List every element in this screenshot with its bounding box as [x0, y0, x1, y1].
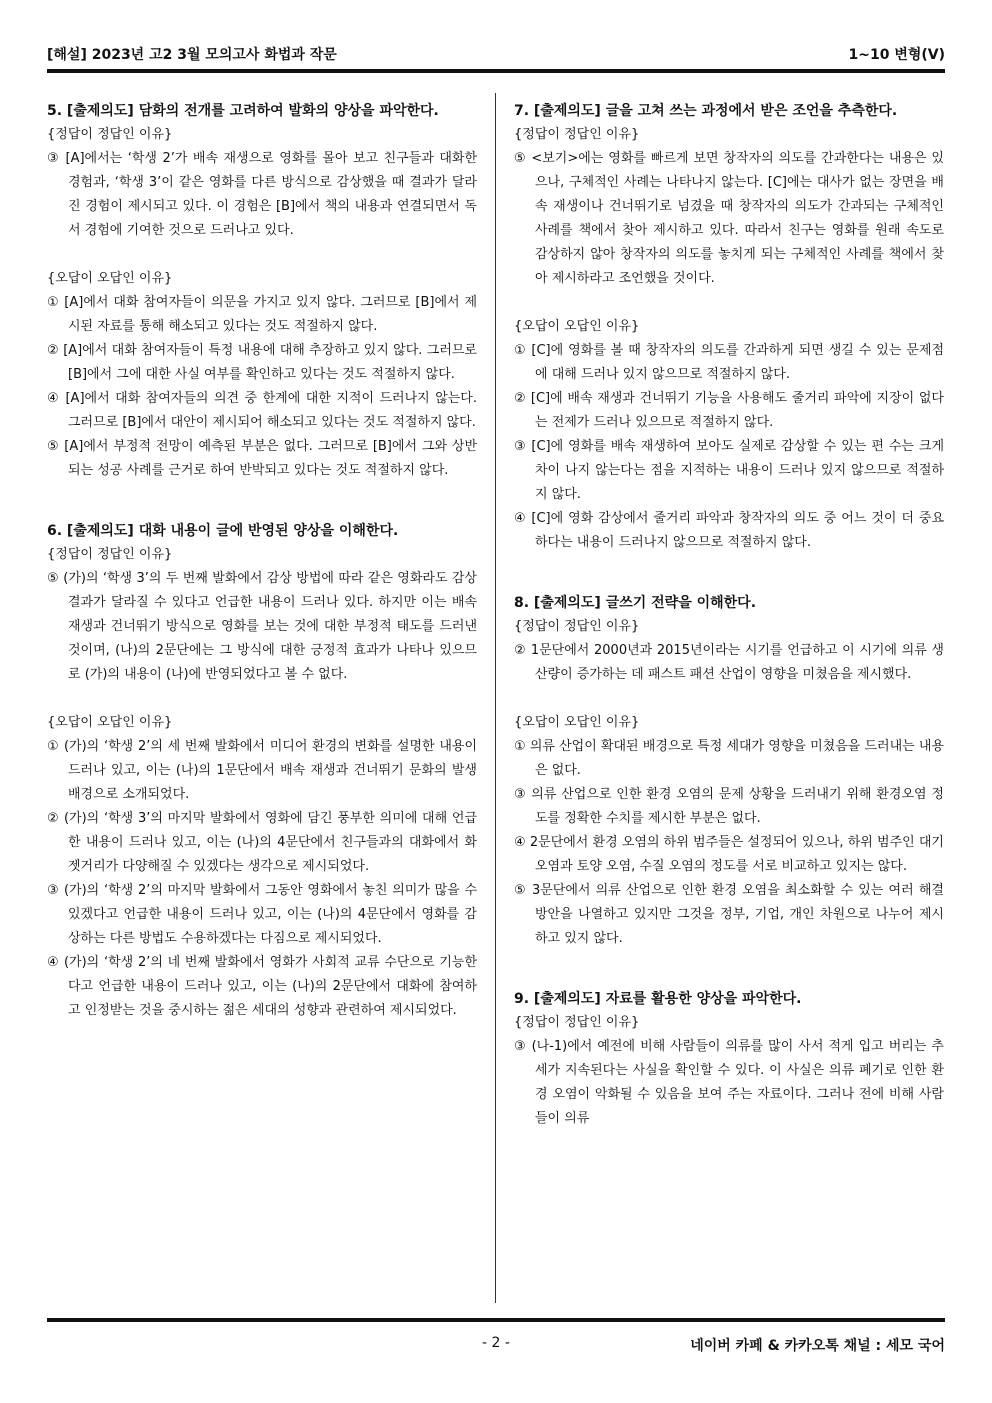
q5-correct-label: {정답이 정답인 이유} — [47, 127, 173, 142]
q6-wrong-label: {오답이 오답인 이유} — [47, 715, 173, 730]
q5-correct: ③ [A]에서는 ‘학생 2’가 배속 재생으로 영화를 몰아 보고 친구들과 대화한 경험과, ‘학생 3’이 같은 영화를 다른 방식으로 감상했을 때 결과가 달라진 경험이 제시되고 있다. 이 경험은 [B]에서 책의 내용과 연결되면서 독서 경험에 기여한 것으로 드러나고 있다. — [47, 151, 477, 238]
q6-wrong-item: ② (가)의 ‘학생 3’의 마지막 발화에서 영화에 담긴 풍부한 의미에 대해 언급한 내용이 드러나 있고, 이는 (나)의 4문단에서 친구들과의 대화에서 화젯거리가 다양해질 수 있겠다는 생각으로 제시되었다. — [47, 811, 477, 874]
column-divider — [495, 93, 496, 1303]
q5-wrong-item: ② [A]에서 대화 참여자들이 특정 내용에 대해 추장하고 있지 않다. 그러므로 [B]에서 그에 대한 사실 여부를 확인하고 있다는 것도 적절하지 않다. — [47, 343, 477, 382]
q5-wrong-item: ① [A]에서 대화 참여자들이 의문을 가지고 있지 않다. 그러므로 [B]에서 제시된 자료를 통해 해소되고 있다는 것도 적절하지 않다. — [47, 295, 477, 334]
q6-title: 6. [출제의도] 대화 내용이 글에 반영된 양상을 이해한다. — [47, 523, 399, 539]
footer-rule — [47, 1318, 945, 1322]
q8-wrong-label: {오답이 오답인 이유} — [514, 715, 640, 730]
q7-correct-label: {정답이 정답인 이유} — [514, 127, 640, 142]
q8-wrong-item: ⑤ 3문단에서 의류 산업으로 인한 환경 오염을 최소화할 수 있는 여러 해결 방안을 나열하고 있지만 그것을 정부, 기업, 개인 차원으로 나누어 제시하고 있지 않다. — [514, 883, 944, 946]
q5-title: 5. [출제의도] 담화의 전개를 고려하여 발화의 양상을 파악한다. — [47, 103, 439, 119]
q7-wrong-item: ③ [C]에 영화를 배속 재생하여 보아도 실제로 감상할 수 있는 편 수는 크게 차이 나지 않는다는 점을 지적하는 내용이 드러나 있지 않으므로 적절하지 않다. — [514, 439, 944, 502]
q7-correct: ⑤ <보기>에는 영화를 빠르게 보면 창작자의 의도를 간과한다는 내용은 있으나, 구체적인 사례는 나타나지 않는다. [C]에는 대사가 없는 장면을 배속 재생이나 건너뛰기로 넘겼을 때 창작자의 의도가 간과되는 구체적인 사례를 책에서 찾아 제시하고 있다. 따라서 친구는 영화를 원래 속도로 감상하지 않아 창작자의 의도를 놓치게 되는 구체적인 사례를 책에서 찾아 제시하라고 조언했을 것이다. — [514, 151, 944, 286]
q8-wrong-item: ④ 2문단에서 환경 오염의 하위 범주들은 설정되어 있으나, 하위 범주인 대기 오염과 토양 오염, 수질 오염의 정도를 서로 비교하고 있지는 않다. — [514, 835, 944, 874]
header-rule — [47, 69, 945, 73]
q5-wrong-label: {오답이 오답인 이유} — [47, 271, 173, 286]
q6-wrong-item: ④ (가)의 ‘학생 2’의 네 번째 발화에서 영화가 사회적 교류 수단으로 기능한다고 언급한 내용이 드러나 있고, 이는 (나)의 2문단에서 대화에 참여하고 인정받는 것을 중시하는 젊은 세대의 성향과 관련하여 제시되었다. — [47, 955, 477, 1018]
right-column — [514, 99, 944, 1131]
q6-correct-label: {정답이 정답인 이유} — [47, 547, 173, 562]
q8-wrong-item: ① 의류 산업이 확대된 배경으로 특정 세대가 영향을 미쳤음을 드러내는 내용은 없다. — [514, 739, 944, 778]
q7-wrong-item: ② [C]에 배속 재생과 건너뛰기 기능을 사용해도 줄거리 파악에 지장이 없다는 전제가 드러나 있으므로 적절하지 않다. — [514, 391, 944, 430]
q9-title: 9. [출제의도] 자료를 활용한 양상을 파악한다. — [514, 991, 802, 1007]
q8-correct: ② 1문단에서 2000년과 2015년이라는 시기를 언급하고 이 시기에 의류 생산량이 증가하는 데 패스트 패션 산업이 영향을 미쳤음을 제시했다. — [514, 643, 944, 682]
page-header — [47, 40, 945, 68]
q5-wrong-item: ④ [A]에서 대화 참여자들의 의견 중 한계에 대한 지적이 드러나지 않는다. 그러므로 [B]에서 대안이 제시되어 해소되고 있다는 것도 적절하지 않다. — [47, 391, 477, 430]
q6-wrong-item: ① (가)의 ‘학생 2’의 세 번째 발화에서 미디어 환경의 변화를 설명한 내용이 드러나 있고, 이는 (나)의 1문단에서 배속 재생과 건너뛰기 문화의 발생 배경으로 소개되었다. — [47, 739, 477, 802]
q7-wrong-item: ④ [C]에 영화 감상에서 줄거리 파악과 창작자의 의도 중 어느 것이 더 중요하다는 내용이 드러나지 않으므로 적절하지 않다. — [514, 511, 944, 550]
q8-correct-label: {정답이 정답인 이유} — [514, 619, 640, 634]
left-column — [47, 99, 477, 1023]
q9-correct: ③ (나-1)에서 예전에 비해 사람들이 의류를 많이 사서 적게 입고 버리는 추세가 지속된다는 사실을 확인할 수 있다. 이 사실은 의류 폐기로 인한 환경 오염이 악화될 수 있음을 보여 주는 자료이다. 그러나 전에 비해 사람들이 의류 — [514, 1039, 944, 1126]
q7-title: 7. [출제의도] 글을 고쳐 쓰는 과정에서 받은 조언을 추측한다. — [514, 103, 898, 119]
q9-correct-label: {정답이 정답인 이유} — [514, 1015, 640, 1030]
footer-channel: 네이버 카페 & 카카오톡 채널 : 세모 국어 — [690, 1338, 945, 1354]
page-number: - 2 - — [482, 1335, 510, 1351]
q8-wrong-item: ③ 의류 산업으로 인한 환경 오염의 문제 상황을 드러내기 위해 환경오염 정도를 정확한 수치를 제시한 부분은 없다. — [514, 787, 944, 826]
q5-wrong-item: ⑤ [A]에서 부정적 전망이 예측된 부분은 없다. 그러므로 [B]에서 그와 상반되는 성공 사례를 근거로 하여 반박되고 있다는 것도 적절하지 않다. — [47, 439, 477, 478]
header-range: 1~10 변형(V) — [848, 47, 945, 63]
q7-wrong-item: ① [C]에 영화를 볼 때 창작자의 의도를 간과하게 되면 생길 수 있는 문제점에 대해 드러나 있지 않으므로 적절하지 않다. — [514, 343, 944, 382]
q8-title: 8. [출제의도] 글쓰기 전략을 이해한다. — [514, 595, 757, 611]
q7-wrong-label: {오답이 오답인 이유} — [514, 319, 640, 334]
header-title: [해설] 2023년 고2 3월 모의고사 화법과 작문 — [47, 47, 337, 63]
q6-correct: ⑤ (가)의 ‘학생 3’의 두 번째 발화에서 감상 방법에 따라 같은 영화라도 감상 결과가 달라질 수 있다고 언급한 내용이 드러나 있다. 하지만 이는 배속 재생과 건너뛰기 방식으로 영화를 보는 것에 대한 부정적 태도를 드러낸 것이며, (나)의 2문단에는 그 방식에 대한 긍정적 효과가 나타나 있으므로 (가)의 내용이 (나)에 반영되었다고 볼 수 없다. — [47, 571, 477, 682]
q6-wrong-item: ③ (가)의 ‘학생 2’의 마지막 발화에서 그동안 영화에서 놓친 의미가 많을 수 있겠다고 언급한 내용이 드러나 있고, 이는 (나)의 4문단에서 영화를 감상하는 다른 방법도 수용하겠다는 다짐으로 제시되었다. — [47, 883, 477, 946]
